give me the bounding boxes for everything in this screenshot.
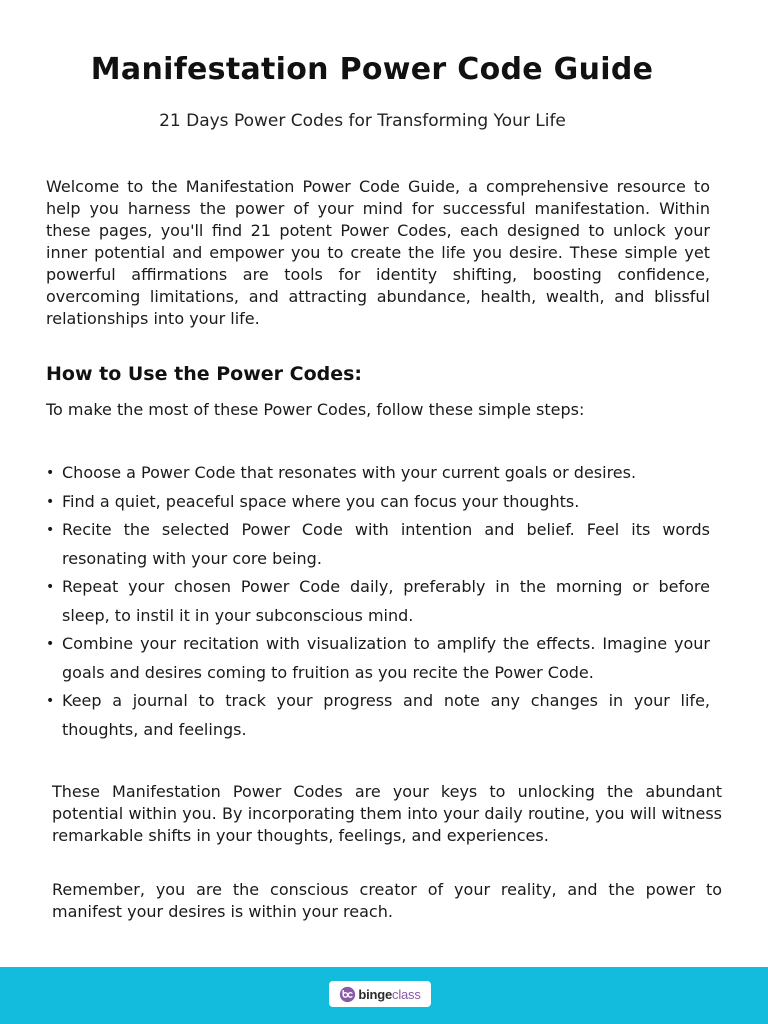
intro-paragraph: Welcome to the Manifestation Power Code Guide, a comprehensive resource to help you harness the power of your mind for successful manifestation. Within these pages, you'll find 21 potent Power Codes, each designed to unlock your inner potential and empower you to create the life you desire. These simple yet powerful affirmations are tools for identity shifting, boosting confidence, overcoming limitations, and attracting abundance, health, wealth, and blissful relationships into your life.: [46, 177, 710, 328]
list-item: [46, 488, 710, 517]
bullet-icon: •: [46, 493, 55, 510]
bullet-icon: •: [46, 636, 55, 652]
brand-logo[interactable]: [329, 981, 431, 1007]
step-text: Choose a Power Code that resonates with your current goals or desires.: [62, 463, 637, 482]
step-text: Keep a journal to track your progress and note any changes in your life, thoughts, and feelings.: [62, 691, 710, 739]
bullet-icon: •: [46, 693, 55, 709]
steps-lead: To make the most of these Power Codes, follow these simple steps:: [46, 400, 585, 419]
list-item: [46, 459, 710, 488]
bingeclass-logo-icon: [339, 986, 356, 1003]
bullet-icon: •: [46, 522, 55, 538]
step-text: Combine your recitation with visualization to amplify the effects. Imagine your goals and desires coming to fruition as you recite the Power Code.: [62, 634, 710, 682]
closing-paragraph: These Manifestation Power Codes are your keys to unlocking the abundant potential within you. By incorporating them into your daily routine, you will witness remarkable shifts in your thoughts, feelings, and experiences.: [52, 782, 722, 845]
brand-name: [358, 987, 420, 1002]
list-item: [46, 687, 710, 744]
list-item: [46, 630, 710, 687]
closing-paragraph: Remember, you are the conscious creator of your reality, and the power to manifest your desires is within your reach.: [52, 880, 722, 921]
step-text: Repeat your chosen Power Code daily, preferably in the morning or before sleep, to instil it in your subconscious mind.: [62, 577, 710, 625]
footer-bar: [0, 967, 768, 1024]
brand-name-part2: class: [392, 986, 421, 1002]
brand-name-part1: binge: [358, 986, 393, 1002]
step-text: Find a quiet, peaceful space where you can focus your thoughts.: [62, 491, 580, 511]
list-item: [46, 573, 710, 630]
list-item: [46, 516, 710, 573]
bullet-icon: •: [46, 465, 55, 481]
step-text: Recite the selected Power Code with intention and belief. Feel its words resonating with your core being.: [62, 520, 710, 568]
page-subtitle: 21 Days Power Codes for Transforming Your Life: [159, 111, 566, 131]
bullet-icon: •: [46, 579, 55, 595]
section-heading: How to Use the Power Codes:: [46, 363, 363, 385]
steps-list: [46, 459, 710, 744]
page-title: Manifestation Power Code Guide: [90, 52, 654, 87]
